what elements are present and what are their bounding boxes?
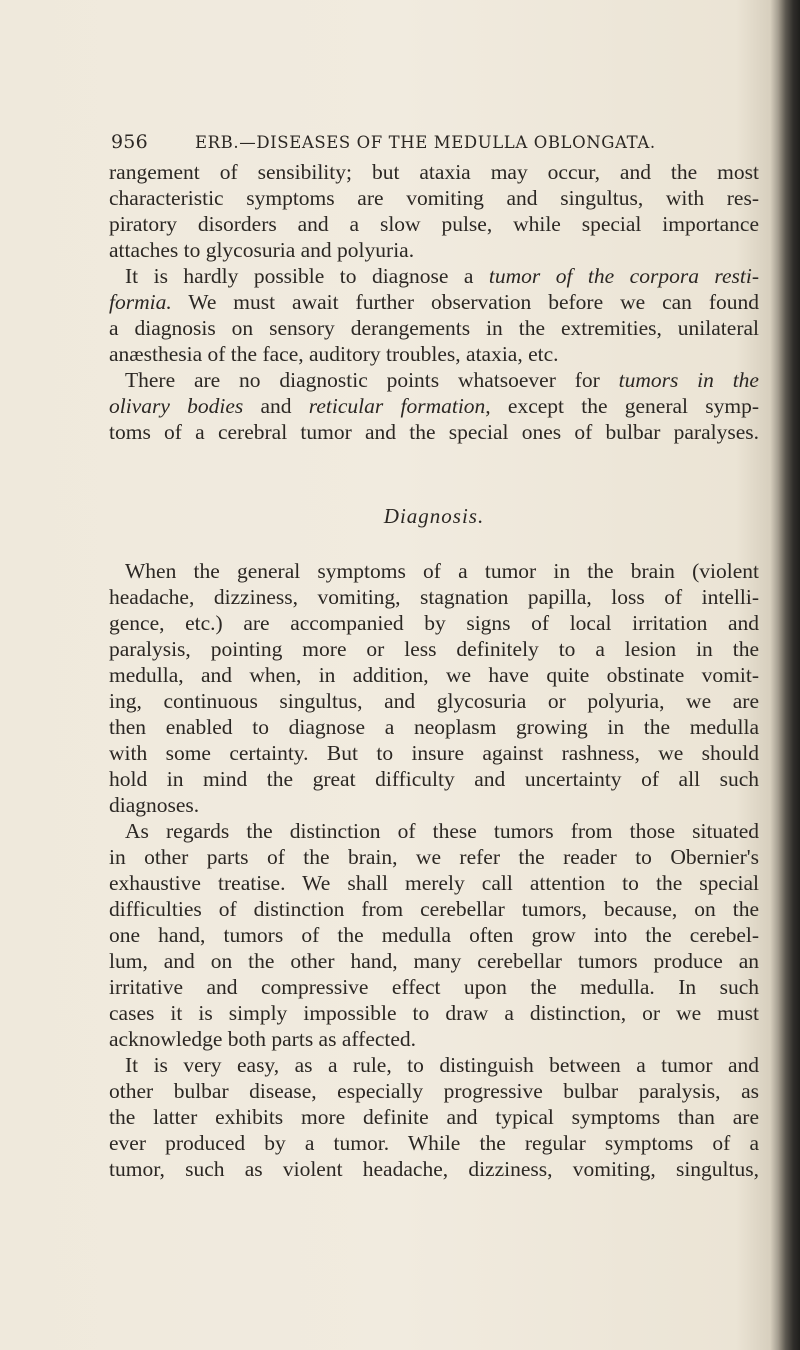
text-fragment: except the general symp- [490, 394, 759, 418]
text-line: a diagnosis on sensory derangements in the extremities, unilateral [109, 316, 759, 340]
text-line [109, 290, 759, 318]
text-line: piratory disorders and a slow pulse, while special importance [109, 212, 759, 236]
text-line: the latter exhibits more definite and typical symptoms than are [109, 1105, 759, 1129]
text-line: ever produced by a tumor. While the regular symptoms of a [109, 1131, 759, 1155]
text-line: medulla, and when, in addition, we have quite obstinate vomit- [109, 663, 759, 687]
text-line: attaches to glycosuria and polyuria. [109, 238, 415, 262]
text-line: anæsthesia of the face, auditory troubles, ataxia, etc. [109, 342, 559, 366]
text-line: with some certainty. But to insure against rashness, we should [109, 741, 759, 765]
text-line: When the general symptoms of a tumor in the brain (violent [125, 559, 759, 583]
text-line [125, 368, 759, 396]
italic-term: olivary bodies [109, 394, 244, 418]
italic-term: reticular formation, [308, 394, 491, 418]
text-line: then enabled to diagnose a neoplasm growing in the medulla [109, 715, 759, 739]
text-line: It is very easy, as a rule, to distinguish between a tumor and [125, 1053, 759, 1077]
text-line: lum, and on the other hand, many cerebellar tumors produce an [109, 949, 759, 973]
text-line: diagnoses. [109, 793, 200, 817]
text-line: cases it is simply impossible to draw a distinction, or we must [109, 1001, 759, 1025]
text-line: other bulbar disease, especially progressive bulbar paralysis, as [109, 1079, 759, 1103]
section-heading: Diagnosis. [383, 504, 485, 528]
text-fragment: It is hardly possible to diagnose a [125, 264, 489, 288]
page-number: 956 [111, 131, 148, 153]
text-line: irritative and compressive effect upon the medulla. In such [109, 975, 759, 999]
text-line: tumor, such as violent headache, dizziness, vomiting, singultus, [109, 1157, 759, 1181]
text-line: rangement of sensibility; but ataxia may occur, and the most [109, 160, 759, 184]
page-header [111, 131, 771, 153]
text-fragment: There are no diagnostic points whatsoever for [125, 368, 619, 392]
text-line: in other parts of the brain, we refer the reader to Obernier's [109, 845, 759, 869]
text-line: hold in mind the great difficulty and uncertainty of all such [109, 767, 759, 791]
text-line: ing, continuous singultus, and glycosuria or polyuria, we are [109, 689, 759, 713]
text-line: acknowledge both parts as affected. [109, 1027, 417, 1051]
italic-term: tumors in the [618, 368, 759, 392]
text-line: exhaustive treatise. We shall merely call attention to the special [109, 871, 759, 895]
text-line [125, 264, 759, 292]
italic-term: tumor of the corpora resti- [488, 264, 760, 288]
text-fragment: We must await further observation before we can found [171, 290, 759, 314]
text-line: paralysis, pointing more or less definitely to a lesion in the [109, 637, 759, 661]
running-title: ERB.—DISEASES OF THE MEDULLA OBLONGATA. [195, 133, 656, 152]
text-line: one hand, tumors of the medulla often grow into the cerebel- [109, 923, 759, 947]
page-binding-edge [778, 0, 800, 1350]
text-line: As regards the distinction of these tumors from those situated [125, 819, 759, 843]
text-line [109, 394, 759, 422]
text-line: toms of a cerebral tumor and the special ones of bulbar paralyses. [109, 420, 759, 444]
italic-term: formia. [109, 290, 172, 314]
text-fragment: and [243, 394, 309, 418]
text-line: characteristic symptoms are vomiting and singultus, with res- [109, 186, 759, 210]
text-line: gence, etc.) are accompanied by signs of local irritation and [109, 611, 759, 635]
text-line: difficulties of distinction from cerebellar tumors, because, on the [109, 897, 759, 921]
text-line: headache, dizziness, vomiting, stagnation papilla, loss of intelli- [109, 585, 759, 609]
